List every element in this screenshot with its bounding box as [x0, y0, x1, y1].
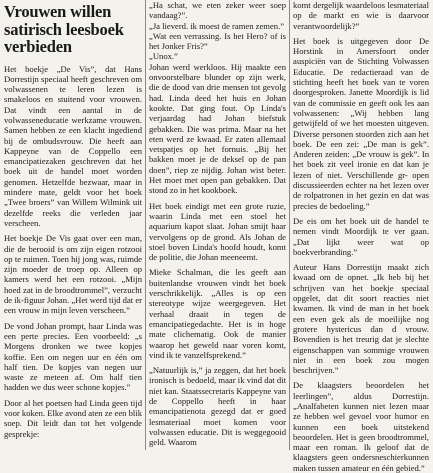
- paragraph: komt dergelijk waardeloos lesmateriaal op de markt en wie is daarvoor verantwoordelijk?”: [293, 0, 429, 31]
- column-divider: [289, 0, 290, 450]
- paragraph: „Ja lieverd. ik moest de ramen zemen.”: [149, 20, 285, 31]
- article-column-2: [149, 0, 286, 447]
- headline: Vrouwen willen satirisch leesboek verbieden: [4, 2, 124, 56]
- paragraph: „Wat een verrassing. Is het Hero? of is het Jonker Fris?”: [149, 30, 286, 52]
- column-divider: [145, 0, 146, 450]
- paragraph: Het boek eindigt met een grote ruzie, waarin Linda met een stoel het aquarium kapot slaat. Johan smijt haar vervolgens op de grond. Als Johan de stoel boven Linda's hoofd houdt, komt de politie, die Johan meeneemt.: [149, 200, 286, 263]
- paragraph: „Ha schat, we eten zeker weer soep vandaag?”.: [149, 0, 286, 21]
- paragraph: Door al het poetsen had Linda geen tijd voor koken. Elke avond aten ze een blik soep. Dit leidt dan tot het volgende gesprekje:: [4, 397, 142, 439]
- paragraph: Auteur Hans Dorrestijn maakt zich kwaad om de opnet. „Ik heb bij het schrijven van het boekje speciaal opgelet, dat dit soort reacties niet kwamen. Ik vind de man in het boek een even gek als de moeilijke nog grotere hystericus dan d vrouw. Bovendien is het treurig dat je slechte eigenschappen van sommige vrouwen niet in een boek zou mogen beschrijven.”: [293, 262, 429, 376]
- paragraph: „Unox.”: [149, 51, 178, 62]
- article-column-3: [293, 0, 429, 473]
- paragraph: De vond Johan prompt, haar Linda was een perte precies. Een voorbeeld: „s Morgens dronken we twee kopjes koffie. Een om negen uur en één om half tien. De kopjes van negen uur waste ze meteen af. Om half tien hadden we dus weer schone kopjes.”: [4, 320, 142, 393]
- paragraph: Johan werd werkloos. Hij maakte een onvoorstelbare blunder op zijn werk, die de dood van drie mensen tot gevolg had. Linda deed het huis en Johan kookte. Dat ging fout. Op Linda's verjaardag had Johan biefstuk gebakken. Die was prima. Maar na het eten werd ze kwaad. Er zaten allemaal vetspatjes op het fornuis. „Bij het bakken moet je de deksel op de pan doen”, riep ze nijdig. Johan wist beter. Het moet met open pan gebakken. Dat stond zo in het kookboek.: [149, 61, 286, 196]
- paragraph: Het boekje De Vis gaat over een man, die de berooid is om zijn eigen rotzooi op te ruimen. Toen hij jong was, ruimde zijn moeder de troep op. Alleen op kamers werd het een rotzooi. „Mijn hoed zat in de broodtrommel”, verzucht de ik-figuur Johan. „Het werd tijd dat er een vrouw in mijn leven verscheen.”: [4, 233, 142, 316]
- paragraph: Het boekje „De Vis”, dat Hans Dorrestijn speciaal heeft geschreven om volwassenen te leren lezen is smakeloos en stuitend voor vrouwen. Dat vindt een aantal in de volwasseneducatie werkzame vrouwen. Samen hebben ze een klacht ingediend bij de ombudsvrouw. Die heeft aan Kappeyne van de Coppello een emancipatiezaken geschreven dat het boek uit de handel moet worden genomen. Hetzelfde bezwaar, maar in mindere mate, geldt voor het boek „Twee broers” van Willem Wilmink uit dezelfde reeks die verleden jaar verscheen.: [4, 63, 142, 228]
- paragraph: De eis om het boek uit de handel te nemen vindt Moordijk te ver gaan. „Dat lijkt weer wat op boekverbranding.”: [293, 215, 429, 257]
- paragraph: Mieke Schalman, die les geeft aan buitenlandse vrouwen vindt het boek verschrikkelijk. „Alles is op een stereotype wijze weergegeven. Het verhaal draait in tegen de emancipatiegedachte. Het is in hoge mate clichematig. Ook de manier waarop het geweld naar voren komt, vind ik te vanzelfsprekend.”: [149, 267, 286, 360]
- paragraph: „Natuurlijk is,” ja zeggen, dat het boek ironisch is bedoeld, maar ik vind dat dit niet kan. Staatssecretaris Kappeyne van de Coppello heeft in haar emancipatienota gezegd dat er goed lesmateriaal moet komen voor volwassen educatie. Dit is weggegooid geld. Waarom: [149, 365, 286, 448]
- paragraph: De klaagsters beoordelen het leerlingen”, aldus Dorrestijn. „Analfabeten kunnen niet lezen maar ze hebben wel gevoel voor humor en kunnen een boek uitstekend beoordelen. Het is geen broodtrommel, maar een roman. Ik geloof dat de klaagsters geen ondersneschierkunnen maken tussen amateur en één gebied.”: [293, 380, 429, 473]
- paragraph: Het boek is uitgegeven door De Horstink in Amersfoort onder auspiciën van de Stichting Volwassen Educatie. De redactieraad van de stichting heeft het boek van te voren doorgesproken. Janette Moordijk is lid van de commissie en geeft ook les aan volwassenen: „Wij hebben lang getwijfeld of we het moesten uitgeven. Diverse personen stoorden zich aan het boek. De een zei: „De man is gek”. Anderen zeiden: „De vrouw is gek”. In het boek zit veel ironie en dat kan je lezen of niet. Verschillende gr- open discussieerden echter na het lezen over de rolpatronen in het gezin en dat was precies de bedoeling.”: [293, 35, 429, 211]
- article-column-1: [4, 0, 142, 439]
